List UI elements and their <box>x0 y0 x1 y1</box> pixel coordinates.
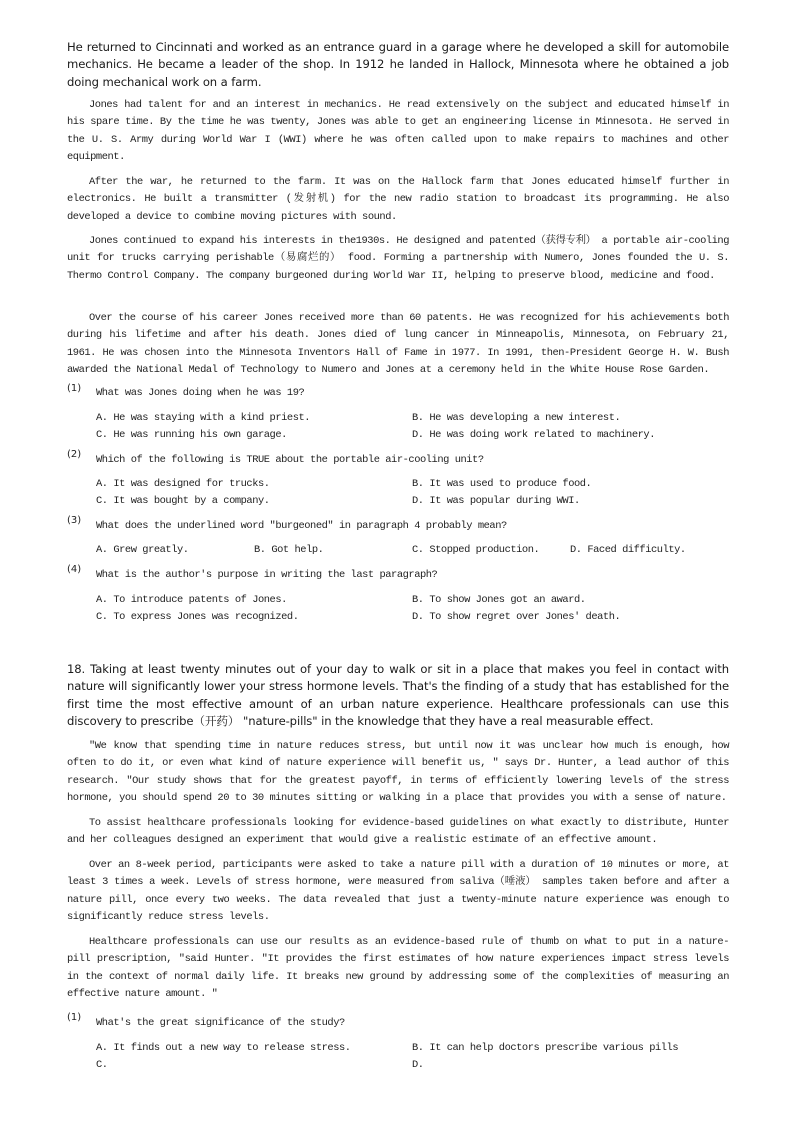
option-c: C. To express Jones was recognized. <box>96 611 299 623</box>
option-d: D. It was popular during WWI. <box>412 495 580 507</box>
option-d: D. To show regret over Jones' death. <box>412 611 621 623</box>
passage1-paragraph-2: Jones had talent for and an interest in mechanics. He read extensively on the subject and educated himself in his spare time. By the time he was twenty, Jones was able to get an engineering license in Minnesota. He served in the U. S. Army during World War I (WWI) where he was often called upon to make repairs to machines and other equipment. <box>67 99 729 164</box>
question-number: (4) <box>67 564 82 575</box>
question-number: (1) <box>67 1012 82 1023</box>
option-c: C. It was bought by a company. <box>96 495 270 507</box>
passage2-intro-paragraph: 18. Taking at least twenty minutes out of your day to walk or sit in a place that makes you feel in contact with nature will significantly lower your stress hormone levels. That's the finding of a study that has established for the first time the most effective amount of an urban nature experience. Healthcare professionals can use this discovery to prescribe（开药） "nature-pills" in the knowledge that they have a real measurable effect. <box>67 662 729 729</box>
question-text: What does the underlined word "burgeoned" in paragraph 4 probably mean? <box>96 520 507 532</box>
option-d: D. He was doing work related to machinery. <box>412 429 655 441</box>
option-a: A. It finds out a new way to release stress. <box>96 1042 351 1054</box>
passage1-intro-paragraph: He returned to Cincinnati and worked as an entrance guard in a garage where he developed a skill for automobile mechanics. He became a leader of the shop. In 1912 he landed in Hallock, Minnesota where he obtained a job doing mechanical work on a farm. <box>67 40 729 89</box>
option-b: B. To show Jones got an award. <box>412 594 586 606</box>
passage1-paragraph-4: Jones continued to expand his interests in the1930s. He designed and patented（获得专利） a portable air-cooling unit for trucks carrying perishable（易腐烂的） food. Forming a partnership with Numero, Jones founded the U. S. Thermo Control Company. The company burgeoned during World War II, helping to preserve blood, medicine and food. <box>67 235 729 282</box>
option-b: B. It can help doctors prescribe various pills <box>412 1042 679 1054</box>
option-b: B. Got help. <box>254 544 324 556</box>
option-a: A. It was designed for trucks. <box>96 478 270 490</box>
question-text: What's the great significance of the study? <box>96 1017 345 1029</box>
option-b: B. He was developing a new interest. <box>412 412 621 424</box>
option-a: A. To introduce patents of Jones. <box>96 594 287 606</box>
question-number: (2) <box>67 449 82 460</box>
passage2-paragraph-2: "We know that spending time in nature reduces stress, but until now it was unclear how much is enough, how often to do it, or even what kind of nature experience will benefit us, " says Dr. Hunter, a lead author of this research. "Our study shows that for the greatest payoff, in terms of efficiently lowering levels of the stress hormone, you should spend 20 to 30 minutes sitting or walking in a place that provides you with a sense of nature. <box>67 740 729 805</box>
question-number: (1) <box>67 383 82 394</box>
passage2-paragraph-4: Over an 8-week period, participants were asked to take a nature pill with a duration of 10 minutes or more, at least 3 times a week. Levels of stress hormone, were measured from saliva（唾液） samples taken before and after a nature pill, once every two weeks. The data revealed that just a twenty-minute nature experience was enough to significantly reduce stress levels. <box>67 859 729 924</box>
option-c: C. He was running his own garage. <box>96 429 287 441</box>
passage2-paragraph-5: Healthcare professionals can use our results as an evidence-based rule of thumb on what to put in a nature-pill prescription, "said Hunter. "It provides the first estimates of how nature experiences impact stress levels in the context of normal daily life. It breaks new ground by addressing some of the complexities of measuring an effective nature amount. " <box>67 936 729 1001</box>
question-text: What is the author's purpose in writing the last paragraph? <box>96 569 438 581</box>
option-b: B. It was used to produce food. <box>412 478 592 490</box>
option-a: A. He was staying with a kind priest. <box>96 412 311 424</box>
option-c: C. <box>96 1059 108 1071</box>
question-text: Which of the following is TRUE about the portable air-cooling unit? <box>96 454 484 466</box>
passage1-paragraph-3: After the war, he returned to the farm. It was on the Hallock farm that Jones educated himself further in electronics. He built a transmitter (发射机) for the new radio station to broadcast its programming. He also developed a device to combine moving pictures with sound. <box>67 176 729 223</box>
option-d: D. Faced difficulty. <box>570 544 686 556</box>
option-c: C. Stopped production. <box>412 544 540 556</box>
passage1-paragraph-5: Over the course of his career Jones received more than 60 patents. He was recognized for his achievements both during his lifetime and after his death. Jones died of lung cancer in Minneapolis, Minnesota, on February 21, 1961. He was chosen into the Minnesota Inventors Hall of Fame in 1977. In 1991, then-President George H. W. Bush awarded the National Medal of Technology to Numero and Jones at a ceremony held in the White House Rose Garden. <box>67 312 729 377</box>
question-text: What was Jones doing when he was 19? <box>96 387 305 399</box>
option-d: D. <box>412 1059 424 1071</box>
question-number: (3) <box>67 515 82 526</box>
passage2-paragraph-3: To assist healthcare professionals looking for evidence-based guidelines on what exactly to distribute, Hunter and her colleagues designed an experiment that would give a realistic estimate of an effective amount. <box>67 817 729 847</box>
option-a: A. Grew greatly. <box>96 544 189 556</box>
